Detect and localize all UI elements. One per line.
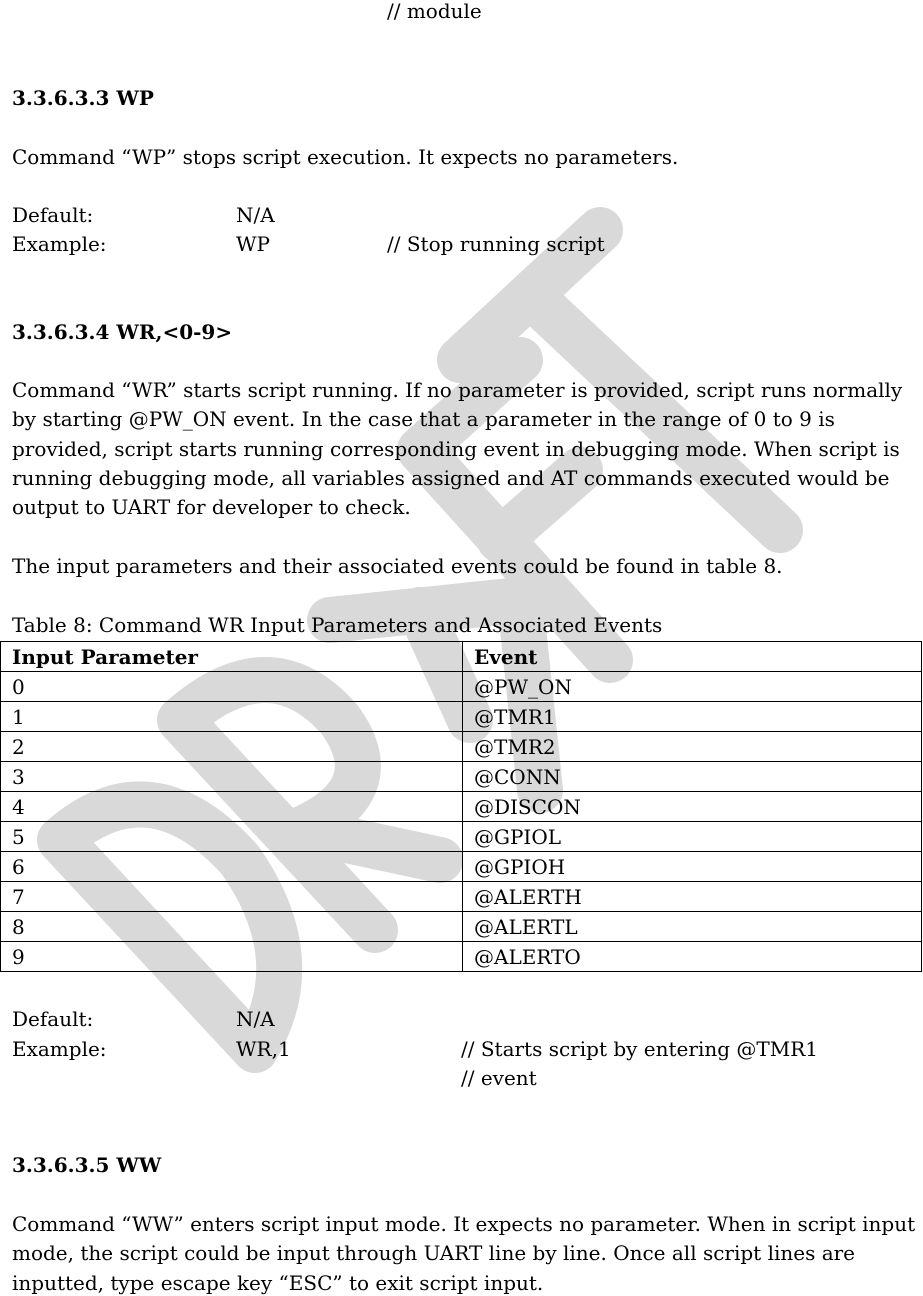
table-cell-event: @ALERTL	[463, 912, 922, 942]
table-row	[1, 822, 922, 852]
wr-description: Command “WR” starts script running. If no parameter is provided, script runs normally by starting @PW_ON event. In the case that a parameter in the range of 0 to 9 is provided, script starts running corresponding event in debugging mode. When script is running debugging mode, all variables assigned and AT commands executed would be output to UART for developer to check.	[12, 378, 903, 520]
table-cell-event: @GPIOH	[463, 852, 922, 882]
wr-heading: 3.3.6.3.4 WR,<0-9>	[12, 320, 233, 344]
table-cell-parameter: 6	[1, 852, 463, 882]
table-cell-parameter: 4	[1, 792, 463, 822]
wp-example-value: WP	[236, 232, 271, 256]
wp-heading: 3.3.6.3.3 WP	[12, 86, 154, 110]
table-header-event: Event	[463, 642, 922, 672]
table-row	[1, 702, 922, 732]
table-cell-parameter: 2	[1, 732, 463, 762]
ww-description: Command “WW” enters script input mode. It expects no parameter. When in script input mode, the script could be input through UART line by line. Once all script lines are inputted, type escape key “ESC” to exit script input.	[12, 1212, 916, 1295]
table-cell-event: @CONN	[463, 762, 922, 792]
table-cell-parameter: 8	[1, 912, 463, 942]
top-comment: // module	[387, 0, 482, 23]
table-cell-event: @TMR1	[463, 702, 922, 732]
wp-description: Command “WP” stops script execution. It expects no parameters.	[12, 145, 679, 169]
table-row	[1, 672, 922, 702]
table-cell-event: @TMR2	[463, 732, 922, 762]
wr-table-caption: Table 8: Command WR Input Parameters and Associated Events	[12, 613, 663, 637]
wr-default-label: Default:	[12, 1007, 94, 1031]
wp-example-label: Example:	[12, 232, 107, 256]
ww-heading: 3.3.6.3.5 WW	[12, 1153, 162, 1177]
wr-parameter-table	[0, 641, 922, 972]
table-cell-event: @ALERTO	[463, 942, 922, 972]
table-cell-event: @PW_ON	[463, 672, 922, 702]
table-cell-parameter: 9	[1, 942, 463, 972]
table-row	[1, 792, 922, 822]
table-header-input-parameter: Input Parameter	[1, 642, 463, 672]
table-row	[1, 912, 922, 942]
table-cell-event: @GPIOL	[463, 822, 922, 852]
wp-example-comment: // Stop running script	[387, 232, 605, 256]
table-row	[1, 732, 922, 762]
table-cell-parameter: 0	[1, 672, 463, 702]
wr-table-reference: The input parameters and their associated events could be found in table 8.	[12, 554, 783, 578]
table-row	[1, 762, 922, 792]
table-cell-event: @DISCON	[463, 792, 922, 822]
table-cell-parameter: 5	[1, 822, 463, 852]
wr-example-comment-line2: // event	[461, 1066, 537, 1090]
table-cell-parameter: 1	[1, 702, 463, 732]
table-row	[1, 882, 922, 912]
table-cell-event: @ALERTH	[463, 882, 922, 912]
table-header-row	[1, 642, 922, 672]
table-row	[1, 852, 922, 882]
wp-default-label: Default:	[12, 203, 94, 227]
table-cell-parameter: 3	[1, 762, 463, 792]
wr-example-value: WR,1	[236, 1037, 291, 1061]
table-cell-parameter: 7	[1, 882, 463, 912]
table-row	[1, 942, 922, 972]
wr-default-value: N/A	[236, 1007, 275, 1031]
wp-default-value: N/A	[236, 203, 275, 227]
wr-example-label: Example:	[12, 1037, 107, 1061]
wr-example-comment-line1: // Starts script by entering @TMR1	[461, 1037, 818, 1061]
